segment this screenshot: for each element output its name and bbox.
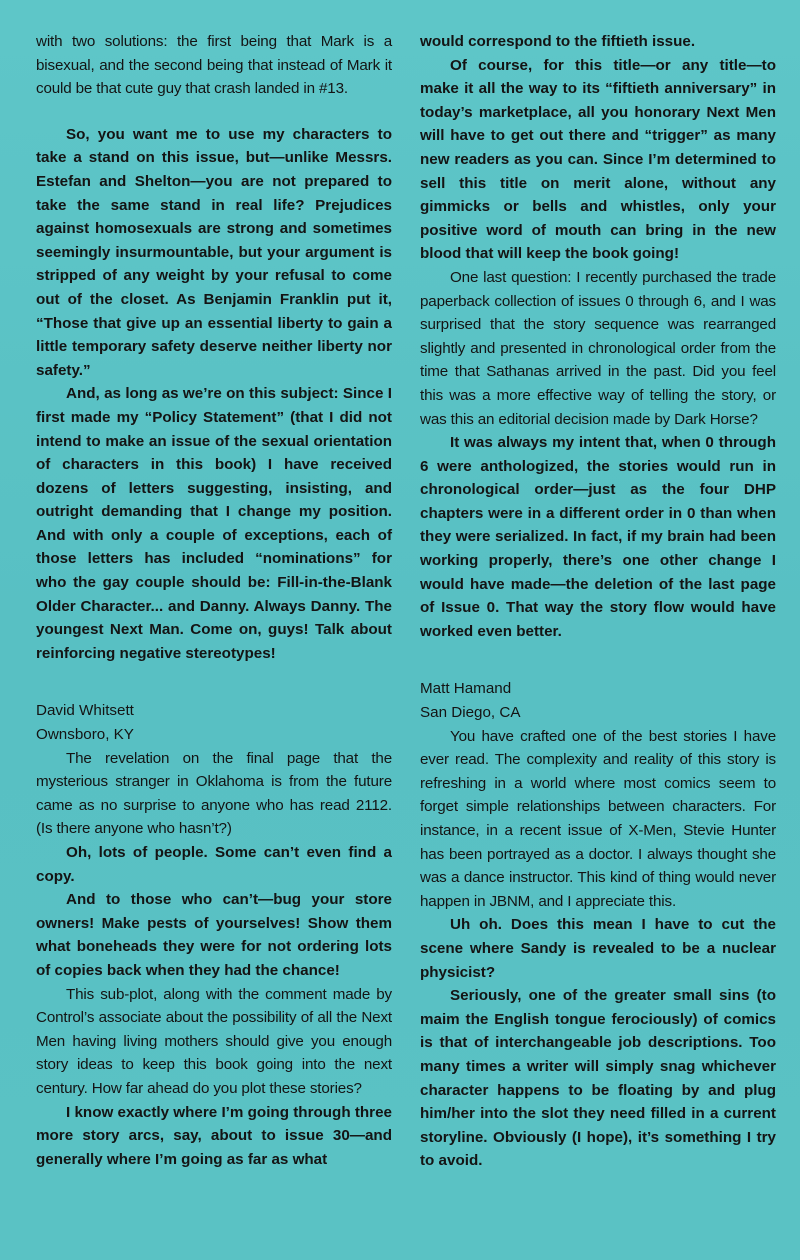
left-column: [36, 30, 392, 1171]
reader-paragraph: The revelation on the final page that the mysterious stranger in Oklahoma is from the future came as no surprise to anyone who has read 2112. (Is there anyone who hasn’t?): [36, 749, 392, 838]
letter-signature-place: Ownsboro, KY: [36, 726, 134, 744]
reader-paragraph: This sub-plot, along with the comment made by Control’s associate about the possibility of all the Next Men having living mothers should give you enough story ideas to keep this book going into the next century. How far ahead do you plot these stories?: [36, 985, 392, 1097]
letter-signature-name: Matt Hamand: [420, 680, 512, 698]
reader-paragraph: You have crafted one of the best stories I have ever read. The complexity and reality of this story is refreshing in a world where most comics seem to forget simple relationships between characters. For instance, in a recent issue of X-Men, Stevie Hunter has been portrayed as a doctor. I always thought she was a dance instructor. This kind of thing would never happen in JBNM, and I appreciate this.: [420, 727, 776, 910]
right-column: [420, 30, 776, 1173]
editor-reply-paragraph: would correspond to the fiftieth issue.: [420, 33, 696, 50]
editor-reply-paragraph: It was always my intent that, when 0 through 6 were anthologized, the stories would run in chronological order—just as the four DHP chapters were in a different order in 0 than when they were serialized. In fact, if my brain had been working properly, there’s one other change I would have made—the deletion of the last page of Issue 0. That way the story flow would have worked even better.: [420, 434, 776, 640]
editor-reply-paragraph: Seriously, one of the greater small sins (to maim the English tongue ferociously) of comics is that of interchangeable job descriptions. Too many times a writer will simply snag whichever character happens to be floating by and plug him/her into the slot they need filled in a current storyline. Obviously (I hope), it’s something I try to avoid.: [420, 987, 776, 1170]
editor-reply-paragraph: I know exactly where I’m going through three more story arcs, say, about to issue 30—and generally where I’m going as far as what: [36, 1103, 392, 1168]
editor-reply-paragraph: And, as long as we’re on this subject: Since I first made my “Policy Statement” (that I did not intend to make an issue of the sexual orientation of characters in this book) I have received dozens of letters suggesting, insisting, and outright demanding that I change my position. And with only a couple of exceptions, each of those letters has included “nominations” for who the gay couple should be: Fill-in-the-Blank Older Character... and Danny. Always Danny. The youngest Next Man. Come on, guys! Talk about reinforcing negative stereotypes!: [36, 385, 392, 662]
letter-signature-place: San Diego, CA: [420, 704, 521, 722]
editor-reply-paragraph: Uh oh. Does this mean I have to cut the scene where Sandy is revealed to be a nuclear physicist?: [420, 916, 776, 981]
editor-reply-paragraph: Of course, for this title—or any title—to make it all the way to its “fiftieth anniversary” in today’s marketplace, all you honorary Next Men will have to get out there and “trigger” as many new readers as you can. Since I’m determined to sell this title on merit alone, without any gimmicks or bells and whistles, only your positive word of mouth can bring in the new blood that will keep the book going!: [420, 56, 776, 263]
editor-reply-paragraph: So, you want me to use my characters to take a stand on this issue, but—unlike Messrs. Estefan and Shelton—you are not prepared to take the same stand in real life? Prejudices against homosexuals are strong and sometimes seemingly insurmountable, but your argument is stripped of any weight by your refusal to come out of the closet. As Benjamin Franklin put it, “Those that give up an essential liberty to gain a little temporary safety deserve neither liberty nor safety.”: [36, 125, 392, 379]
letter-signature-name: David Whitsett: [36, 702, 134, 720]
editor-reply-paragraph: Oh, lots of people. Some can’t even find a copy.: [36, 844, 392, 885]
editor-reply-paragraph: And to those who can’t—bug your store owners! Make pests of yourselves! Show them what boneheads they were for not ordering lots of copies back when they had the chance!: [36, 891, 392, 979]
reader-paragraph: One last question: I recently purchased the trade paperback collection of issues 0 through 6, and I was surprised that the story sequence was rearranged slightly and presented in chronological order from the time that Sathanas arrived in the past. Did you feel this was a more effective way of telling the story, or was this an editorial decision made by Dark Horse?: [420, 268, 776, 428]
reader-paragraph: with two solutions: the first being that Mark is a bisexual, and the second being that instead of Mark it could be that cute guy that crash landed in #13.: [36, 33, 392, 98]
